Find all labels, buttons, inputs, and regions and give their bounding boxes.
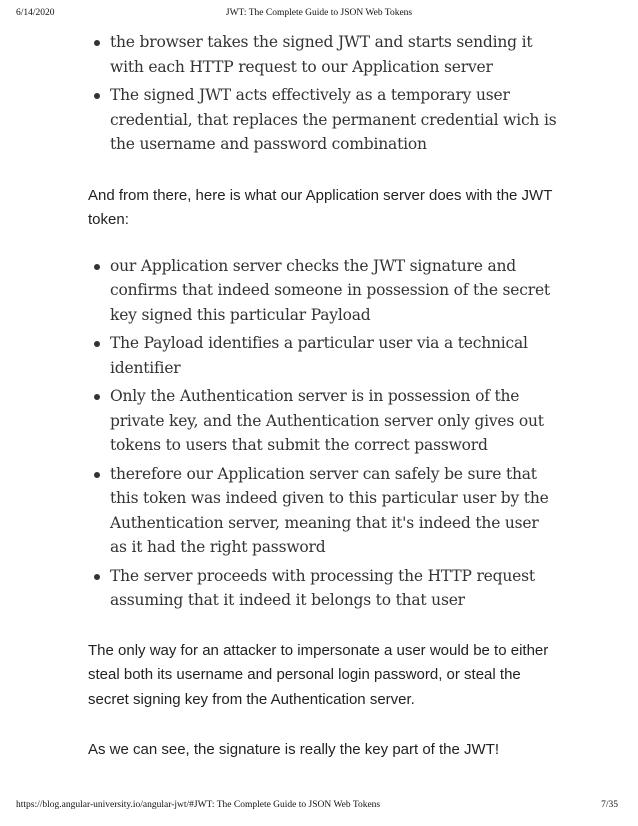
print-date: 6/14/2020 xyxy=(16,8,55,18)
print-footer xyxy=(0,796,638,816)
paragraph-attacker: The only way for an attacker to impersonate a user would be to either steal both its username and personal login password, or steal the secret signing key from the Authentication server. xyxy=(88,641,549,708)
bullet-icon xyxy=(94,264,100,270)
list-item-text: The signed JWT acts effectively as a temporary user credential, that replaces the permanent credential wich is the username and password combination xyxy=(110,86,557,153)
print-title: JWT: The Complete Guide to JSON Web Tokens xyxy=(225,8,413,18)
list-item xyxy=(88,254,558,328)
list-item-text: the browser takes the signed JWT and starts sending it with each HTTP request to our Application server xyxy=(110,33,533,76)
bullet-icon xyxy=(94,394,100,400)
list-item xyxy=(88,564,558,613)
list-item xyxy=(88,331,558,380)
bullet-list-server-steps xyxy=(88,254,558,613)
bullet-icon xyxy=(94,574,100,580)
paragraph-server-intro: And from there, here is what our Application server does with the JWT token: xyxy=(88,186,553,228)
bullet-list-browser xyxy=(88,30,558,157)
list-item-text: The server proceeds with processing the HTTP request assuming that it indeed it belongs to that user xyxy=(110,566,535,609)
list-item xyxy=(88,384,558,458)
list-item xyxy=(88,30,558,79)
print-url: https://blog.angular-university.io/angular-jwt/#JWT: The Complete Guide to JSON Web Tokens xyxy=(16,800,381,810)
list-item-text: therefore our Application server can safely be sure that this token was indeed given to this particular user by the Authentication server, meaning that it's indeed the user as it had the right password xyxy=(110,464,549,556)
bullet-icon xyxy=(94,472,100,478)
paragraph-signature-key: As we can see, the signature is really the key part of the JWT! xyxy=(88,741,500,758)
article-content xyxy=(88,30,558,763)
list-item xyxy=(88,462,558,560)
print-page-number: 7/35 xyxy=(601,800,618,810)
bullet-icon xyxy=(94,40,100,46)
bullet-icon xyxy=(94,341,100,347)
print-header xyxy=(0,0,638,20)
list-item-text: our Application server checks the JWT signature and confirms that indeed someone in possession of the secret key signed this particular Payload xyxy=(110,256,550,324)
list-item-text: The Payload identifies a particular user via a technical identifier xyxy=(110,334,528,377)
bullet-icon xyxy=(94,93,100,99)
list-item xyxy=(88,83,558,157)
list-item-text: Only the Authentication server is in possession of the private key, and the Authentication server only gives out tokens to users that submit the correct password xyxy=(110,387,544,454)
